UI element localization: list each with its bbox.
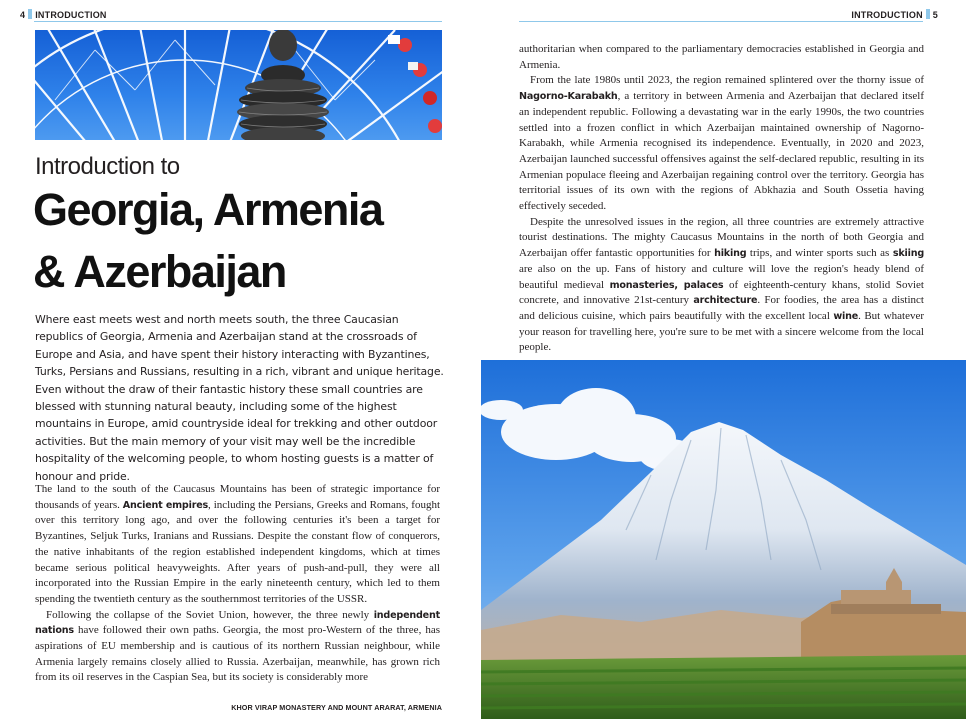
header-rule-left xyxy=(34,21,442,22)
left-body-text xyxy=(35,482,440,686)
header-accent-bar xyxy=(28,9,32,19)
header-accent-bar xyxy=(926,9,930,19)
text-run: Despite the unresolved issues in the region, all three countries are extremely attractive tourist destinations. The mighty Caucasus Mountains in the north of both Georgia and Azerbaijan offer fantastic opportunities for xyxy=(519,215,924,260)
page-number-right: 5 xyxy=(932,10,938,20)
text-run: , including the Persians, Greeks and Romans, fought over this territory long ago, and over the following centuries it's been a target for Byzantines, Seljuk Turks, Iranians and Russians. Despite the constant flow of conquerors, the native inhabitants of the region established independent kingdoms, which at times became serious political heavyweights. After years of push-and-pull, they were all incorporated into the Russian Empire in the early nineteenth century, which led to them spending the twentieth century as the southernmost territories of the USSR. xyxy=(35,498,440,605)
text-run: . For foodies, the area has a distinct and delicious cuisine, which pairs beautifully with the excellent local xyxy=(519,294,924,322)
body-paragraph xyxy=(35,482,440,608)
text-run: . But whatever your reason for travelling here, you're sure to be met with a sincere welcome from the local people. xyxy=(519,309,925,354)
highlight-term: hiking xyxy=(714,248,747,260)
text-run: , a territory in between Armenia and Azerbaijan that declared itself an independent republic. Following a devastating war in the early 1990s, the two countries settled into a frozen conflict in which Azerbaijan maintained ownership of Nagorno-Karabakh, while Armenia recognised its independence. Eventually, in 2020 and 2023, Azerbaijan launched successful offensives against the self-declared republic, resulting in its Armenian populace fleeing and Azerbaijan regaining control over the territory. Georgia has territorial issues of its own with the regions of Abkhazia and South Ossetia having effectively seceded. xyxy=(519,90,924,213)
header-rule-right xyxy=(519,21,923,22)
body-paragraph xyxy=(519,215,924,356)
right-page-header xyxy=(851,9,938,21)
ferris-wheel-illustration xyxy=(35,30,442,140)
title-intro-line: Introduction to xyxy=(35,153,180,180)
photo-caption: KHOR VIRAP MONASTERY AND MOUNT ARARAT, ARMENIA xyxy=(231,703,442,712)
ferris-wheel-photo xyxy=(35,30,442,140)
text-run: From the late 1980s until 2023, the region remained splintered over the thorny issue of xyxy=(530,74,924,87)
highlight-term: independent nations xyxy=(35,609,440,637)
title-main-line-2: & Azerbaijan xyxy=(33,246,286,297)
highlight-term: wine xyxy=(833,310,859,322)
highlight-term: Ancient empires xyxy=(122,499,209,511)
page-number-left: 4 xyxy=(20,10,26,20)
highlight-term: Nagorno-Karabakh xyxy=(519,91,618,103)
body-paragraph xyxy=(519,73,924,214)
text-run: The land to the south of the Caucasus Mountains has been of strategic importance for thousands of years. xyxy=(35,483,440,511)
section-label-left: INTRODUCTION xyxy=(35,10,107,20)
highlight-term: monasteries, palaces xyxy=(609,279,724,291)
section-label-right: INTRODUCTION xyxy=(851,10,923,20)
intro-paragraph: Where east meets west and north meets south, the three Caucasian republics of Georgia, Armenia and Azerbaijan stand at the crossroads of Europe and Asia, and have spent their history interacting with Byzantines, Turks, Persians and Russians, resulting in a rich, vibrant and unique heritage. Even without the draw of their fantastic history these small countries are blessed with stunning natural beauty, including some of the highest mountains in Europe, amid countryside ideal for trekking and other outdoor activities. But the main memory of your visit may well be the incredible hospitality of the welcoming people, to whom hosting guests is a matter of honour and pride. xyxy=(35,313,444,483)
highlight-term: skiing xyxy=(892,248,924,260)
text-run: are also on the up. Fans of history and culture will love the region's heady blend of beautiful medieval xyxy=(519,262,924,291)
right-body-text xyxy=(519,42,924,356)
mount-ararat-photo xyxy=(481,360,966,719)
title-main-line: Georgia, Armenia xyxy=(33,184,383,235)
body-paragraph: authoritarian when compared to the parliamentary democracies established in Georgia and Armenia. xyxy=(519,43,924,71)
text-run: Following the collapse of the Soviet Union, however, the three newly xyxy=(46,608,374,621)
left-page-header xyxy=(20,9,107,21)
mount-ararat-illustration xyxy=(481,360,966,719)
text-run: have followed their own paths. Georgia, the most pro-Western of the three, has aspirations of EU membership and is cautious of its northern Russian neighbour, while Armenia largely remains closely allied to Russia. Azerbaijan, meanwhile, has grown rich from its oil reserves in the Caspian Sea, but its society is considerably more xyxy=(35,624,440,684)
body-paragraph xyxy=(35,608,440,687)
text-run: trips, and winter sports such as xyxy=(746,247,893,260)
highlight-term: architecture xyxy=(693,295,758,307)
text-run: of eighteenth-century khans, stolid Soviet concrete, and innovative 21st-century xyxy=(519,278,924,307)
